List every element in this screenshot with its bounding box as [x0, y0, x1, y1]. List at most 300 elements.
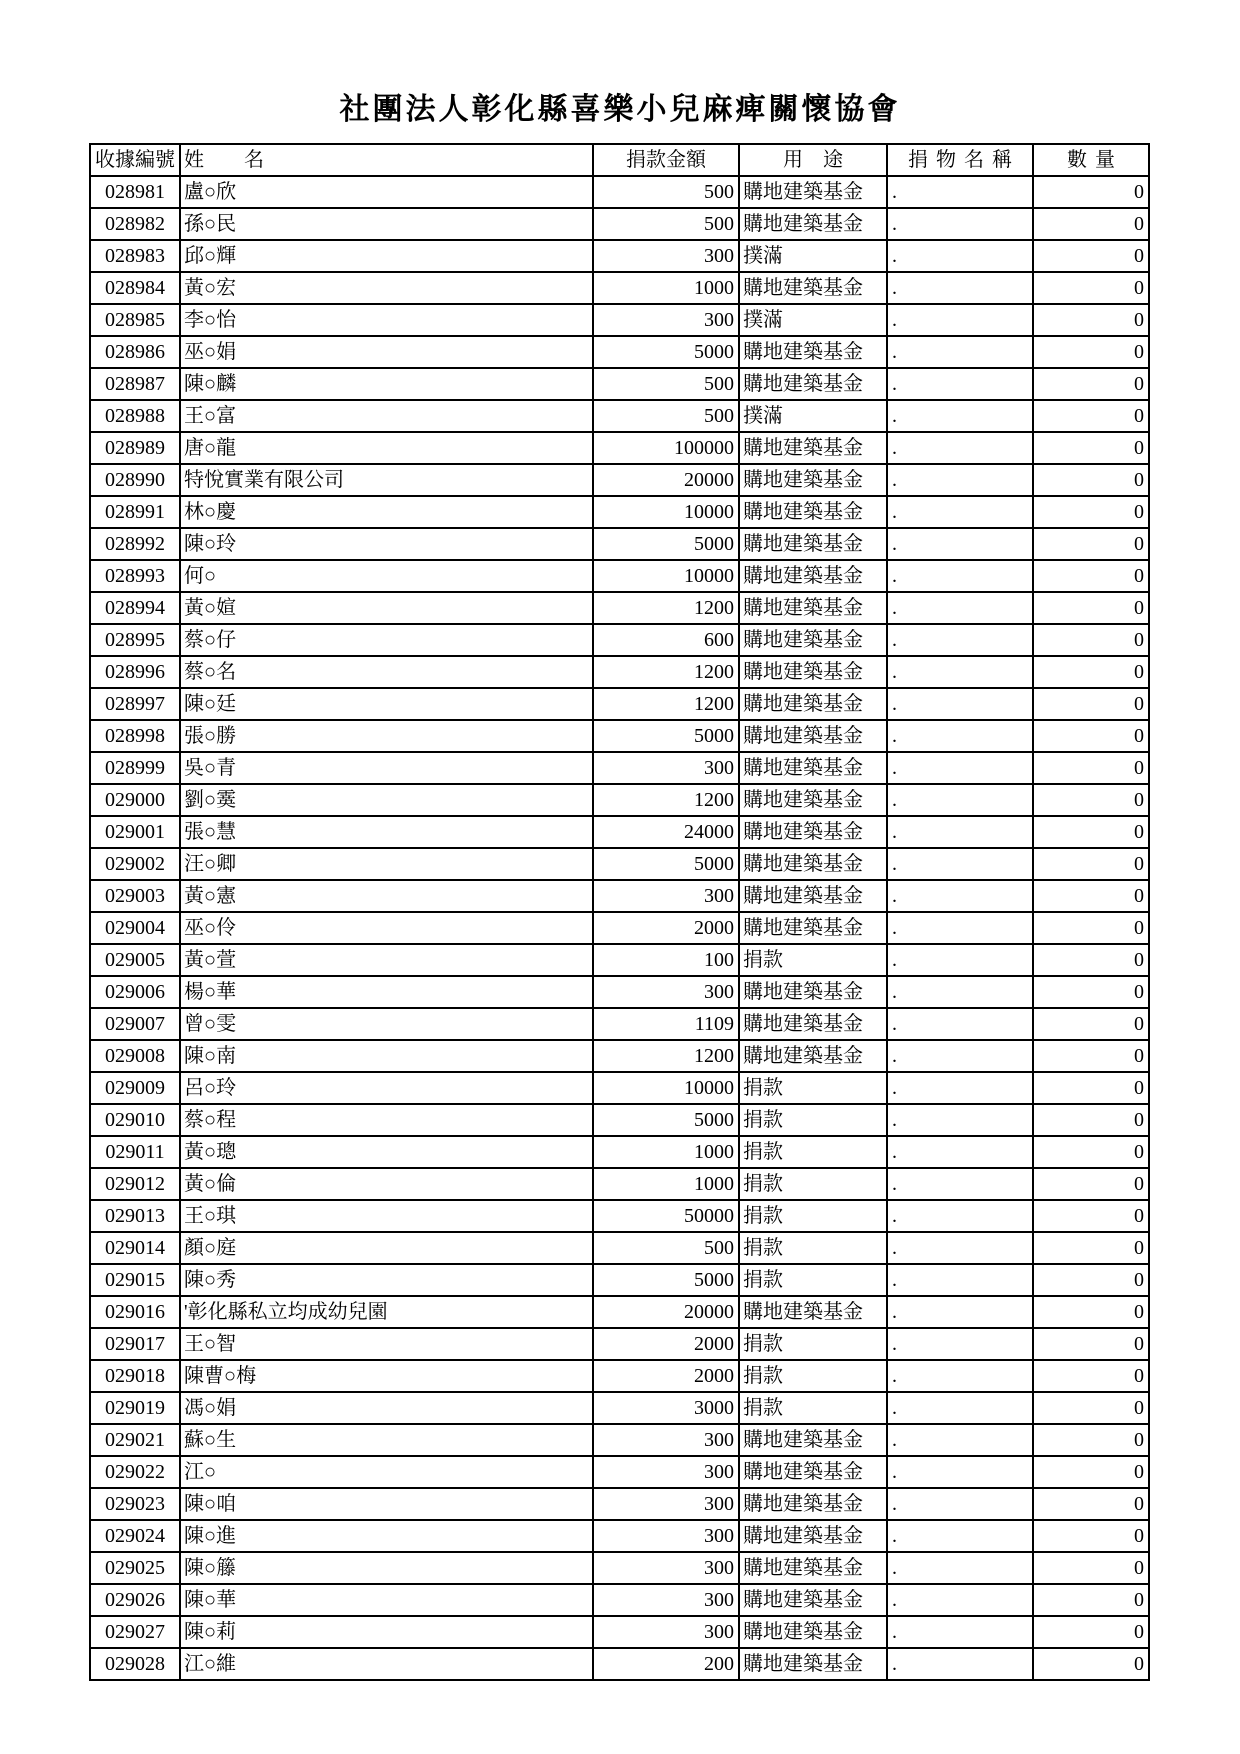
- cell-item-name: .: [888, 1329, 1034, 1359]
- cell-purpose: 購地建築基金: [740, 465, 888, 495]
- cell-receipt-no: 028999: [91, 753, 181, 783]
- cell-quantity: 0: [1034, 497, 1150, 527]
- table-row: [91, 721, 1150, 753]
- cell-item-name: .: [888, 657, 1034, 687]
- cell-donor-name: 呂○玲: [181, 1073, 594, 1103]
- cell-quantity: 0: [1034, 657, 1150, 687]
- cell-purpose: 購地建築基金: [740, 273, 888, 303]
- cell-item-name: .: [888, 1617, 1034, 1647]
- cell-donor-name: 陳○莉: [181, 1617, 594, 1647]
- cell-donor-name: 馮○娟: [181, 1393, 594, 1423]
- document-title: 社團法人彰化縣喜樂小兒麻痺關懷協會: [339, 92, 901, 127]
- cell-quantity: 0: [1034, 1393, 1150, 1423]
- cell-quantity: 0: [1034, 849, 1150, 879]
- cell-item-name: .: [888, 849, 1034, 879]
- cell-quantity: 0: [1034, 1201, 1150, 1231]
- cell-receipt-no: 029027: [91, 1617, 181, 1647]
- table-row: [91, 1169, 1150, 1201]
- table-row: [91, 753, 1150, 785]
- cell-receipt-no: 029006: [91, 977, 181, 1007]
- cell-receipt-no: 029002: [91, 849, 181, 879]
- cell-purpose: 購地建築基金: [740, 593, 888, 623]
- cell-donor-name: 張○勝: [181, 721, 594, 751]
- cell-donor-name: 陳○籐: [181, 1553, 594, 1583]
- cell-donor-name: 陳○南: [181, 1041, 594, 1071]
- table-row: [91, 1265, 1150, 1297]
- cell-receipt-no: 029016: [91, 1297, 181, 1327]
- table-row: [91, 625, 1150, 657]
- cell-item-name: .: [888, 1009, 1034, 1039]
- cell-quantity: 0: [1034, 433, 1150, 463]
- cell-item-name: .: [888, 209, 1034, 239]
- cell-item-name: .: [888, 1489, 1034, 1519]
- cell-receipt-no: 029001: [91, 817, 181, 847]
- cell-donor-name: 蔡○仔: [181, 625, 594, 655]
- cell-item-name: .: [888, 529, 1034, 559]
- cell-donor-name: 孫○民: [181, 209, 594, 239]
- cell-donor-name: 特悅實業有限公司: [181, 465, 594, 495]
- cell-amount: 1200: [594, 689, 740, 719]
- cell-donor-name: 陳○麟: [181, 369, 594, 399]
- cell-amount: 1200: [594, 593, 740, 623]
- cell-quantity: 0: [1034, 1105, 1150, 1135]
- cell-item-name: .: [888, 753, 1034, 783]
- cell-purpose: 購地建築基金: [740, 209, 888, 239]
- cell-quantity: 0: [1034, 625, 1150, 655]
- cell-item-name: .: [888, 913, 1034, 943]
- donation-table: [89, 143, 1150, 1681]
- cell-quantity: 0: [1034, 529, 1150, 559]
- cell-amount: 300: [594, 753, 740, 783]
- table-row: [91, 209, 1150, 241]
- cell-receipt-no: 029011: [91, 1137, 181, 1167]
- cell-amount: 1000: [594, 1169, 740, 1199]
- cell-purpose: 購地建築基金: [740, 1553, 888, 1583]
- cell-donor-name: 黃○萱: [181, 945, 594, 975]
- cell-quantity: 0: [1034, 1585, 1150, 1615]
- table-row: [91, 657, 1150, 689]
- cell-item-name: .: [888, 1521, 1034, 1551]
- cell-item-name: .: [888, 1265, 1034, 1295]
- cell-purpose: 捐款: [740, 1393, 888, 1423]
- cell-donor-name: 黃○璁: [181, 1137, 594, 1167]
- cell-purpose: 購地建築基金: [740, 817, 888, 847]
- cell-quantity: 0: [1034, 209, 1150, 239]
- table-row: [91, 881, 1150, 913]
- cell-donor-name: 巫○娟: [181, 337, 594, 367]
- table-row: [91, 1553, 1150, 1585]
- cell-purpose: 購地建築基金: [740, 785, 888, 815]
- cell-amount: 100: [594, 945, 740, 975]
- cell-purpose: 購地建築基金: [740, 1425, 888, 1455]
- cell-receipt-no: 028992: [91, 529, 181, 559]
- cell-amount: 2000: [594, 1361, 740, 1391]
- table-row: [91, 433, 1150, 465]
- cell-amount: 500: [594, 401, 740, 431]
- cell-amount: 300: [594, 1553, 740, 1583]
- cell-purpose: 購地建築基金: [740, 1297, 888, 1327]
- cell-amount: 300: [594, 305, 740, 335]
- cell-donor-name: 黃○媗: [181, 593, 594, 623]
- cell-receipt-no: 029003: [91, 881, 181, 911]
- cell-receipt-no: 029009: [91, 1073, 181, 1103]
- cell-quantity: 0: [1034, 1617, 1150, 1647]
- cell-amount: 3000: [594, 1393, 740, 1423]
- cell-receipt-no: 029000: [91, 785, 181, 815]
- cell-receipt-no: 028996: [91, 657, 181, 687]
- cell-item-name: .: [888, 1553, 1034, 1583]
- cell-item-name: .: [888, 1457, 1034, 1487]
- cell-receipt-no: 029021: [91, 1425, 181, 1455]
- table-row: [91, 1073, 1150, 1105]
- table-row: [91, 1521, 1150, 1553]
- cell-item-name: .: [888, 1585, 1034, 1615]
- cell-amount: 500: [594, 177, 740, 207]
- cell-donor-name: 陳○秀: [181, 1265, 594, 1295]
- cell-amount: 300: [594, 1585, 740, 1615]
- cell-amount: 300: [594, 977, 740, 1007]
- cell-purpose: 撲滿: [740, 401, 888, 431]
- table-row: [91, 337, 1150, 369]
- cell-purpose: 購地建築基金: [740, 913, 888, 943]
- cell-quantity: 0: [1034, 1489, 1150, 1519]
- cell-donor-name: 李○怡: [181, 305, 594, 335]
- cell-purpose: 捐款: [740, 1265, 888, 1295]
- table-row: [91, 945, 1150, 977]
- cell-amount: 50000: [594, 1201, 740, 1231]
- cell-donor-name: 顏○庭: [181, 1233, 594, 1263]
- cell-quantity: 0: [1034, 1521, 1150, 1551]
- cell-donor-name: 黃○倫: [181, 1169, 594, 1199]
- table-row: [91, 1009, 1150, 1041]
- cell-quantity: 0: [1034, 1233, 1150, 1263]
- cell-purpose: 捐款: [740, 1169, 888, 1199]
- cell-amount: 100000: [594, 433, 740, 463]
- table-row: [91, 1617, 1150, 1649]
- cell-donor-name: 盧○欣: [181, 177, 594, 207]
- cell-quantity: 0: [1034, 1009, 1150, 1039]
- cell-item-name: .: [888, 721, 1034, 751]
- cell-purpose: 購地建築基金: [740, 689, 888, 719]
- cell-donor-name: 蔡○名: [181, 657, 594, 687]
- table-row: [91, 1489, 1150, 1521]
- cell-purpose: 捐款: [740, 1105, 888, 1135]
- cell-quantity: 0: [1034, 1329, 1150, 1359]
- cell-quantity: 0: [1034, 1073, 1150, 1103]
- cell-quantity: 0: [1034, 305, 1150, 335]
- cell-item-name: .: [888, 401, 1034, 431]
- cell-item-name: .: [888, 241, 1034, 271]
- cell-item-name: .: [888, 561, 1034, 591]
- cell-donor-name: 邱○輝: [181, 241, 594, 271]
- cell-item-name: .: [888, 1041, 1034, 1071]
- cell-item-name: .: [888, 625, 1034, 655]
- cell-quantity: 0: [1034, 561, 1150, 591]
- cell-amount: 300: [594, 1425, 740, 1455]
- cell-purpose: 購地建築基金: [740, 977, 888, 1007]
- cell-purpose: 捐款: [740, 1073, 888, 1103]
- cell-amount: 1109: [594, 1009, 740, 1039]
- cell-item-name: .: [888, 337, 1034, 367]
- table-row: [91, 1137, 1150, 1169]
- cell-amount: 10000: [594, 1073, 740, 1103]
- cell-item-name: .: [888, 369, 1034, 399]
- cell-amount: 10000: [594, 497, 740, 527]
- cell-donor-name: 黃○宏: [181, 273, 594, 303]
- table-row: [91, 177, 1150, 209]
- cell-item-name: .: [888, 1649, 1034, 1679]
- cell-item-name: .: [888, 497, 1034, 527]
- cell-receipt-no: 028984: [91, 273, 181, 303]
- cell-item-name: .: [888, 177, 1034, 207]
- cell-donor-name: 江○: [181, 1457, 594, 1487]
- cell-quantity: 0: [1034, 593, 1150, 623]
- cell-receipt-no: 029015: [91, 1265, 181, 1295]
- cell-amount: 5000: [594, 1105, 740, 1135]
- table-row: [91, 561, 1150, 593]
- cell-donor-name: 張○慧: [181, 817, 594, 847]
- cell-receipt-no: 029022: [91, 1457, 181, 1487]
- cell-quantity: 0: [1034, 465, 1150, 495]
- cell-item-name: .: [888, 1105, 1034, 1135]
- table-row: [91, 1649, 1150, 1681]
- table-row: [91, 785, 1150, 817]
- cell-receipt-no: 029010: [91, 1105, 181, 1135]
- cell-purpose: 購地建築基金: [740, 721, 888, 751]
- cell-receipt-no: 029023: [91, 1489, 181, 1519]
- header-quantity: 數量: [1034, 145, 1150, 175]
- table-row: [91, 1425, 1150, 1457]
- cell-donor-name: 江○維: [181, 1649, 594, 1679]
- table-row: [91, 593, 1150, 625]
- cell-receipt-no: 028986: [91, 337, 181, 367]
- cell-purpose: 購地建築基金: [740, 1617, 888, 1647]
- cell-purpose: 購地建築基金: [740, 1009, 888, 1039]
- cell-purpose: 捐款: [740, 1329, 888, 1359]
- table-row: [91, 1041, 1150, 1073]
- cell-purpose: 購地建築基金: [740, 1489, 888, 1519]
- cell-quantity: 0: [1034, 1169, 1150, 1199]
- cell-item-name: .: [888, 1201, 1034, 1231]
- cell-receipt-no: 028990: [91, 465, 181, 495]
- cell-donor-name: 陳○咱: [181, 1489, 594, 1519]
- cell-donor-name: 吳○青: [181, 753, 594, 783]
- table-row: [91, 977, 1150, 1009]
- cell-receipt-no: 028993: [91, 561, 181, 591]
- cell-item-name: .: [888, 465, 1034, 495]
- cell-receipt-no: 029005: [91, 945, 181, 975]
- cell-amount: 500: [594, 209, 740, 239]
- table-row: [91, 241, 1150, 273]
- cell-donor-name: 陳○華: [181, 1585, 594, 1615]
- cell-quantity: 0: [1034, 785, 1150, 815]
- table-row: [91, 1585, 1150, 1617]
- cell-receipt-no: 029026: [91, 1585, 181, 1615]
- table-row: [91, 1233, 1150, 1265]
- cell-amount: 10000: [594, 561, 740, 591]
- cell-purpose: 購地建築基金: [740, 657, 888, 687]
- cell-purpose: 購地建築基金: [740, 177, 888, 207]
- cell-donor-name: 曾○雯: [181, 1009, 594, 1039]
- cell-receipt-no: 028982: [91, 209, 181, 239]
- cell-receipt-no: 029008: [91, 1041, 181, 1071]
- cell-donor-name: 林○慶: [181, 497, 594, 527]
- cell-quantity: 0: [1034, 817, 1150, 847]
- cell-purpose: 購地建築基金: [740, 753, 888, 783]
- cell-purpose: 購地建築基金: [740, 1041, 888, 1071]
- cell-receipt-no: 028995: [91, 625, 181, 655]
- cell-item-name: .: [888, 785, 1034, 815]
- cell-donor-name: 陳○玲: [181, 529, 594, 559]
- cell-purpose: 購地建築基金: [740, 337, 888, 367]
- cell-receipt-no: 028991: [91, 497, 181, 527]
- cell-quantity: 0: [1034, 369, 1150, 399]
- cell-quantity: 0: [1034, 1457, 1150, 1487]
- cell-quantity: 0: [1034, 273, 1150, 303]
- cell-purpose: 捐款: [740, 945, 888, 975]
- cell-receipt-no: 028983: [91, 241, 181, 271]
- cell-quantity: 0: [1034, 1041, 1150, 1071]
- cell-amount: 5000: [594, 337, 740, 367]
- table-row: [91, 401, 1150, 433]
- cell-purpose: 撲滿: [740, 241, 888, 271]
- cell-purpose: 購地建築基金: [740, 881, 888, 911]
- cell-receipt-no: 029014: [91, 1233, 181, 1263]
- table-row: [91, 1457, 1150, 1489]
- cell-quantity: 0: [1034, 977, 1150, 1007]
- cell-quantity: 0: [1034, 1137, 1150, 1167]
- cell-receipt-no: 028998: [91, 721, 181, 751]
- table-row: [91, 1105, 1150, 1137]
- cell-amount: 1200: [594, 785, 740, 815]
- cell-donor-name: 陳○廷: [181, 689, 594, 719]
- cell-purpose: 購地建築基金: [740, 433, 888, 463]
- table-row: [91, 1297, 1150, 1329]
- cell-donor-name: 王○智: [181, 1329, 594, 1359]
- cell-receipt-no: 029012: [91, 1169, 181, 1199]
- table-row: [91, 273, 1150, 305]
- cell-quantity: 0: [1034, 913, 1150, 943]
- cell-receipt-no: 028997: [91, 689, 181, 719]
- cell-amount: 1200: [594, 1041, 740, 1071]
- cell-item-name: .: [888, 1297, 1034, 1327]
- cell-donor-name: 陳○進: [181, 1521, 594, 1551]
- table-row: [91, 913, 1150, 945]
- cell-purpose: 購地建築基金: [740, 497, 888, 527]
- cell-purpose: 捐款: [740, 1137, 888, 1167]
- cell-quantity: 0: [1034, 1361, 1150, 1391]
- cell-purpose: 捐款: [740, 1361, 888, 1391]
- cell-donor-name: 唐○龍: [181, 433, 594, 463]
- cell-receipt-no: 029018: [91, 1361, 181, 1391]
- cell-item-name: .: [888, 1073, 1034, 1103]
- table-row: [91, 1361, 1150, 1393]
- cell-quantity: 0: [1034, 1553, 1150, 1583]
- cell-receipt-no: 028987: [91, 369, 181, 399]
- cell-receipt-no: 029024: [91, 1521, 181, 1551]
- cell-amount: 600: [594, 625, 740, 655]
- cell-quantity: 0: [1034, 337, 1150, 367]
- cell-quantity: 0: [1034, 1425, 1150, 1455]
- table-row: [91, 849, 1150, 881]
- table-row: [91, 369, 1150, 401]
- table-row: [91, 529, 1150, 561]
- cell-receipt-no: 029028: [91, 1649, 181, 1679]
- cell-amount: 300: [594, 881, 740, 911]
- cell-donor-name: 汪○卿: [181, 849, 594, 879]
- cell-donor-name: 王○琪: [181, 1201, 594, 1231]
- cell-item-name: .: [888, 433, 1034, 463]
- cell-purpose: 購地建築基金: [740, 625, 888, 655]
- cell-purpose: 撲滿: [740, 305, 888, 335]
- cell-amount: 1000: [594, 273, 740, 303]
- cell-amount: 5000: [594, 721, 740, 751]
- cell-quantity: 0: [1034, 1265, 1150, 1295]
- cell-item-name: .: [888, 881, 1034, 911]
- cell-receipt-no: 029007: [91, 1009, 181, 1039]
- cell-amount: 20000: [594, 1297, 740, 1327]
- cell-receipt-no: 029025: [91, 1553, 181, 1583]
- cell-amount: 300: [594, 241, 740, 271]
- cell-quantity: 0: [1034, 177, 1150, 207]
- cell-item-name: .: [888, 1137, 1034, 1167]
- cell-amount: 2000: [594, 1329, 740, 1359]
- cell-receipt-no: 029019: [91, 1393, 181, 1423]
- cell-amount: 5000: [594, 849, 740, 879]
- cell-item-name: .: [888, 1169, 1034, 1199]
- cell-receipt-no: 028985: [91, 305, 181, 335]
- table-header-row: [91, 145, 1150, 177]
- header-amount: 捐款金額: [594, 145, 740, 175]
- cell-item-name: .: [888, 273, 1034, 303]
- cell-item-name: .: [888, 945, 1034, 975]
- cell-purpose: 購地建築基金: [740, 561, 888, 591]
- cell-purpose: 購地建築基金: [740, 1521, 888, 1551]
- cell-amount: 500: [594, 369, 740, 399]
- cell-item-name: .: [888, 1361, 1034, 1391]
- cell-donor-name: 王○富: [181, 401, 594, 431]
- cell-amount: 300: [594, 1457, 740, 1487]
- cell-receipt-no: 028989: [91, 433, 181, 463]
- cell-item-name: .: [888, 1393, 1034, 1423]
- cell-amount: 1000: [594, 1137, 740, 1167]
- cell-donor-name: 蘇○生: [181, 1425, 594, 1455]
- table-body: [91, 177, 1150, 1681]
- cell-donor-name: 蔡○程: [181, 1105, 594, 1135]
- cell-donor-name: 劉○霙: [181, 785, 594, 815]
- cell-amount: 1200: [594, 657, 740, 687]
- header-purpose: 用 途: [740, 145, 888, 175]
- cell-quantity: 0: [1034, 1297, 1150, 1327]
- cell-purpose: 購地建築基金: [740, 849, 888, 879]
- table-row: [91, 1393, 1150, 1425]
- cell-item-name: .: [888, 593, 1034, 623]
- table-row: [91, 497, 1150, 529]
- cell-purpose: 購地建築基金: [740, 1585, 888, 1615]
- table-row: [91, 689, 1150, 721]
- cell-purpose: 捐款: [740, 1201, 888, 1231]
- cell-amount: 300: [594, 1521, 740, 1551]
- cell-receipt-no: 029017: [91, 1329, 181, 1359]
- cell-amount: 20000: [594, 465, 740, 495]
- cell-amount: 24000: [594, 817, 740, 847]
- cell-purpose: 捐款: [740, 1233, 888, 1263]
- cell-quantity: 0: [1034, 721, 1150, 751]
- table-row: [91, 305, 1150, 337]
- cell-purpose: 購地建築基金: [740, 529, 888, 559]
- cell-receipt-no: 029013: [91, 1201, 181, 1231]
- cell-item-name: .: [888, 977, 1034, 1007]
